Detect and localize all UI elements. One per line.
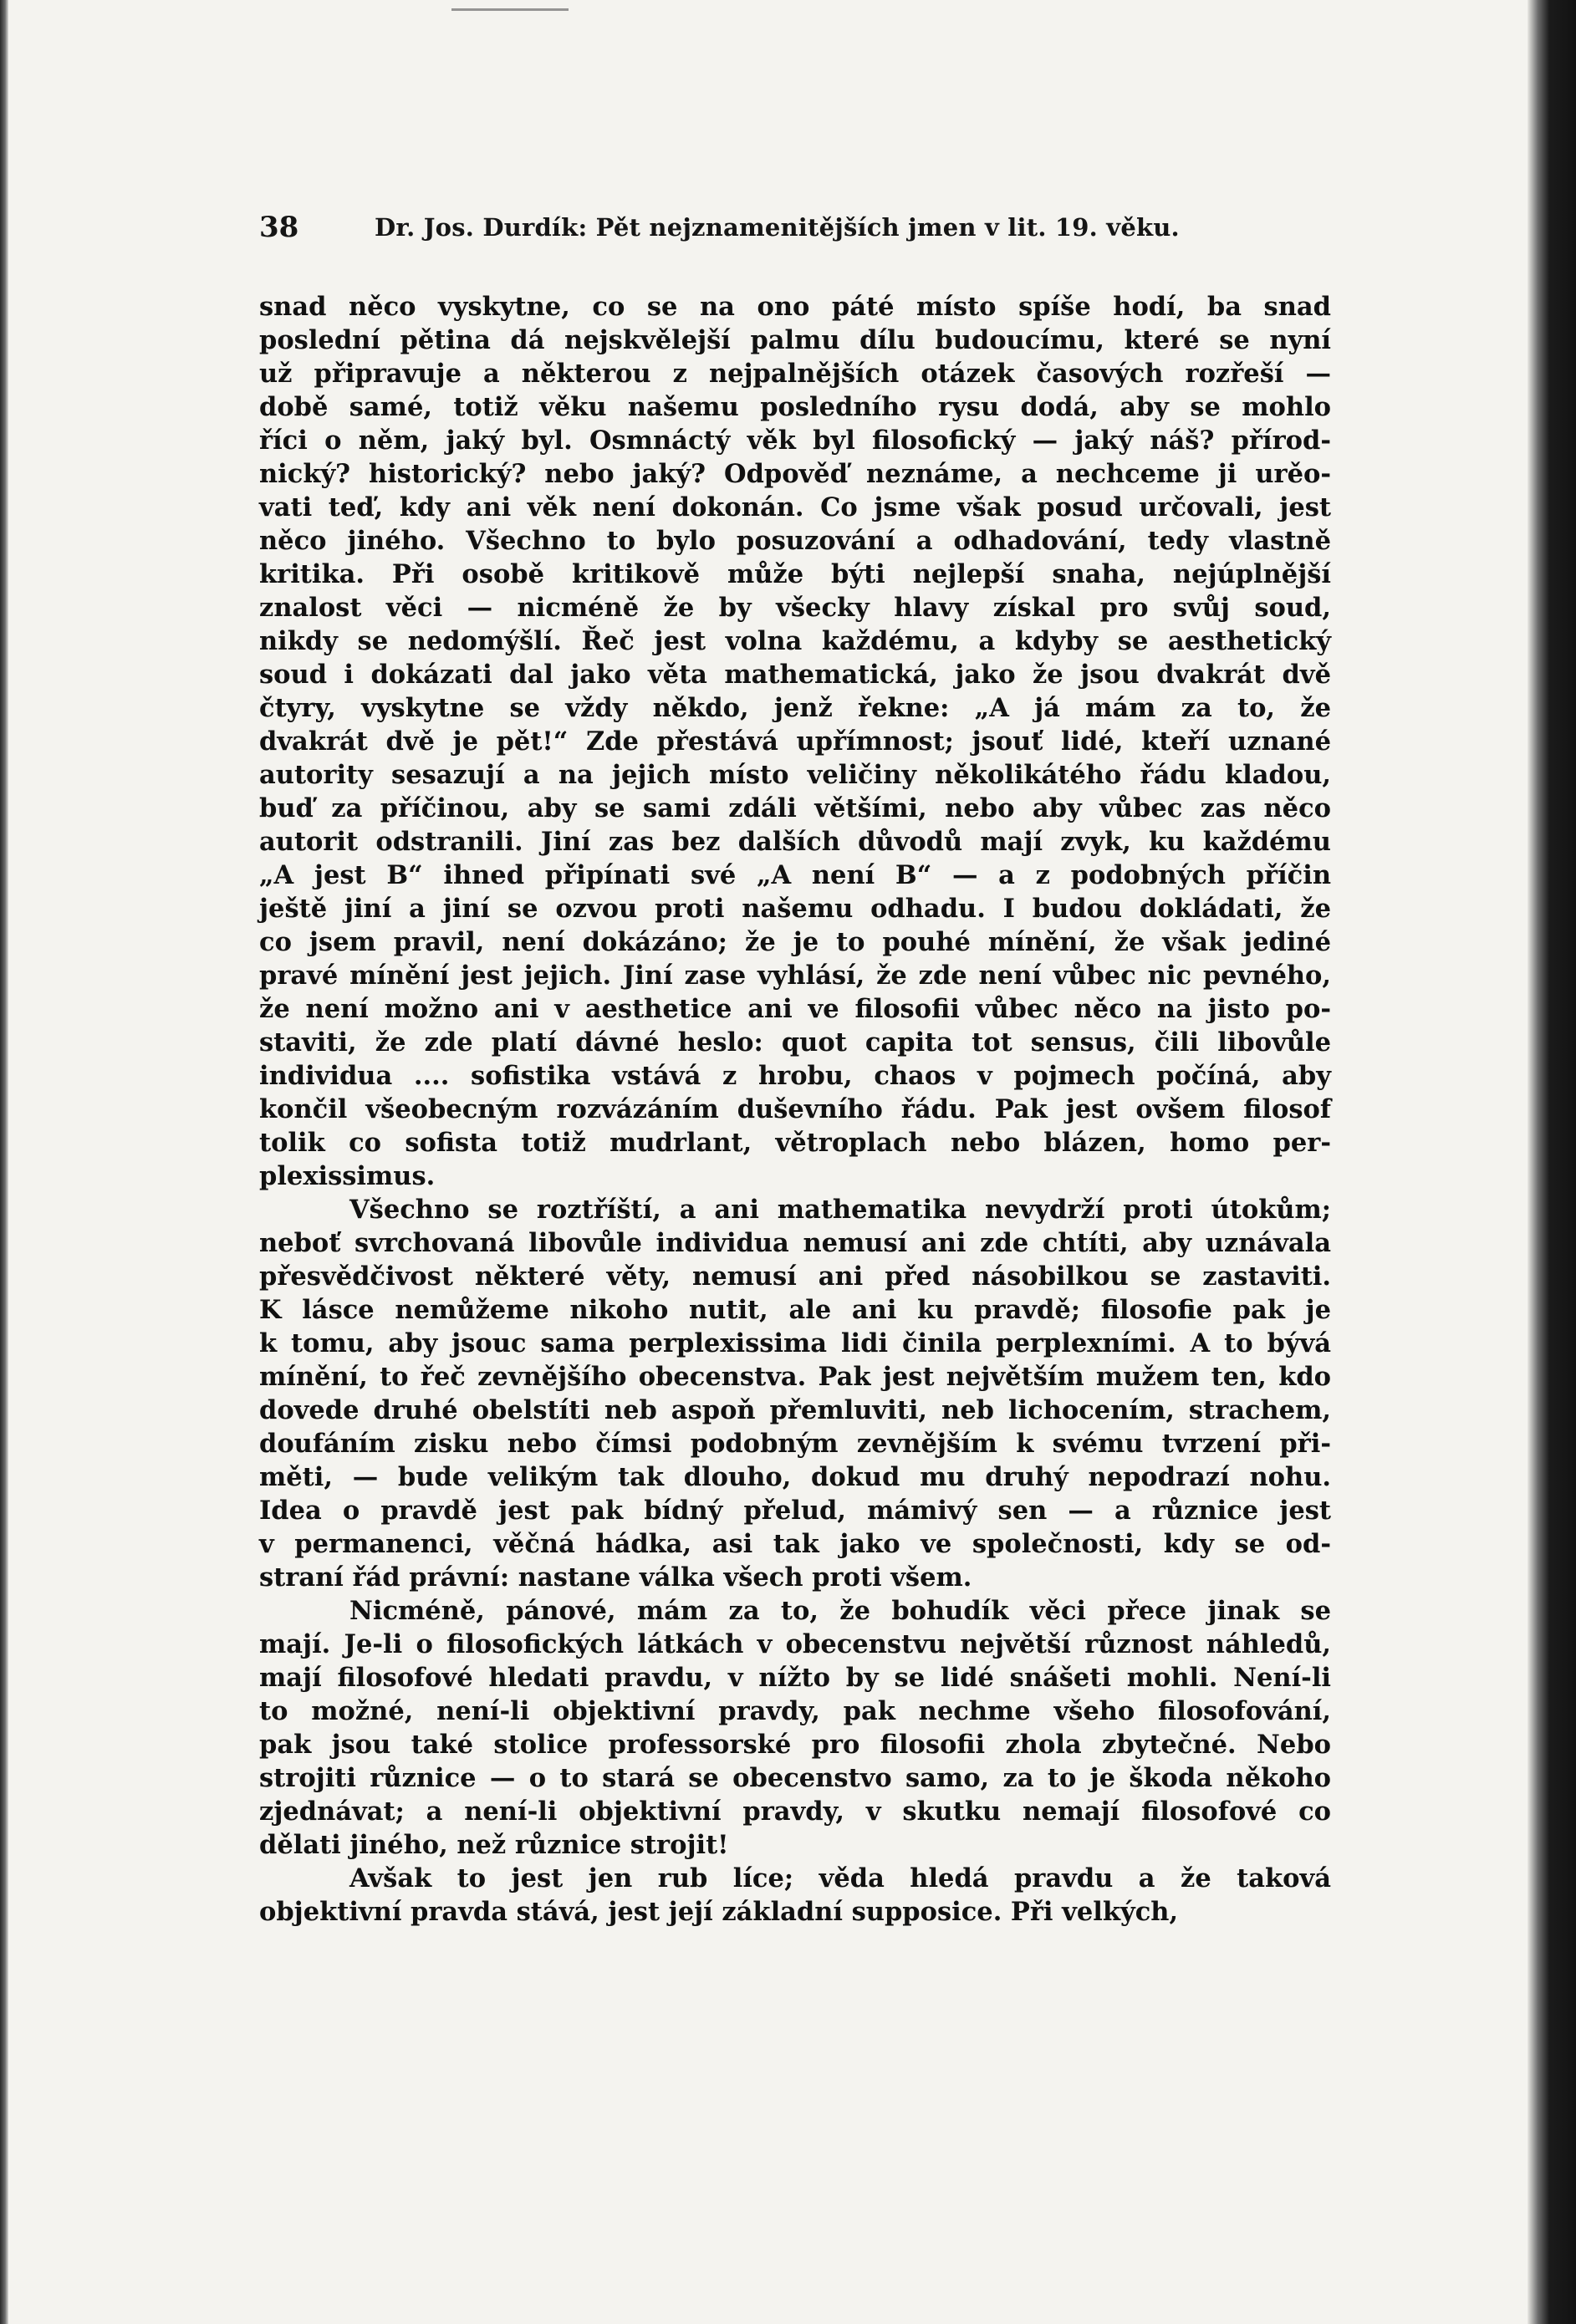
page-header [259, 211, 1329, 244]
text-line: individua .... sofistika vstává z hrobu, chaos v pojmech počíná, aby [259, 1061, 1331, 1091]
text-line: to možné, není-li objektivní pravdy, pak nechme všeho filosofování, [259, 1696, 1331, 1726]
text-line: tolik co sofista totiž mudrlant, větroplach nebo blázen, homo per- [259, 1128, 1331, 1158]
text-line: autorit odstranili. Jiní zas bez dalších důvodů mají zvyk, ku každému [259, 827, 1331, 857]
text-line: zjednávat; a není-li objektivní pravdy, v skutku nemají filosofové co [259, 1797, 1331, 1827]
text-line: vati teď, kdy ani věk není dokonán. Co jsme však posud určovali, jest [259, 492, 1331, 522]
text-line: neboť svrchovaná libovůle individua nemusí ani zde chtíti, aby uznávala [259, 1228, 1331, 1258]
text-line: doufáním zisku nebo čímsi podobným zevnějším k svému tvrzení při- [259, 1429, 1331, 1459]
text-line: autority sesazují a na jejich místo veličiny několikátého řádu kladou, [259, 760, 1331, 790]
text-line: měti, — bude velikým tak dlouho, dokud mu druhý nepodrazí nohu. [259, 1462, 1331, 1492]
book-binding-shadow [1528, 0, 1576, 2324]
top-scan-mark [451, 8, 569, 11]
text-line: něco jiného. Všechno to bylo posuzování a odhadování, tedy vlastně [259, 526, 1331, 556]
text-line: k tomu, aby jsouc sama perplexissima lidi činila perplexními. A to bývá [259, 1328, 1331, 1358]
paragraph [259, 1193, 1331, 1594]
text-line: kritika. Při osobě kritikově může býti nejlepší snaha, nejúplnější [259, 559, 1331, 589]
text-line: straní řád právní: nastane válka všech proti všem. [259, 1562, 972, 1593]
text-line: době samé, totiž věku našemu posledního rysu dodá, aby se mohlo [259, 392, 1331, 422]
text-line: pravé mínění jest jejich. Jiní zase vyhlásí, že zde není vůbec nic pevného, [259, 961, 1331, 991]
text-line: už připravuje a některou z nejpalnějších otázek časových rozřeší — [259, 359, 1331, 389]
text-line: plexissimus. [259, 1161, 436, 1191]
text-line: poslední pětina dá nejskvělejší palmu dílu budoucímu, které se nyní [259, 325, 1331, 355]
text-line: co jsem pravil, není dokázáno; že je to pouhé mínění, že však jediné [259, 927, 1331, 957]
text-line: „A jest B“ ihned připínati své „A není B“ — a z podobných příčin [259, 860, 1331, 890]
text-line: mínění, to řeč zevnějšího obecenstva. Pak jest největším mužem ten, kdo [259, 1362, 1331, 1392]
text-line: Idea o pravdě jest pak bídný přelud, mámivý sen — a různice jest [259, 1496, 1331, 1526]
text-line: přesvědčivost některé věty, nemusí ani před násobilkou se zastaviti. [259, 1261, 1331, 1292]
text-line: Všechno se roztříští, a ani mathematika nevydrží proti útokům; [349, 1195, 1331, 1225]
text-line: mají. Je-li o filosofických látkách v obecenstvu největší různost náhledů, [259, 1629, 1331, 1659]
text-line: Nicméně, pánové, mám za to, že bohudík věci přece jinak se [349, 1596, 1331, 1626]
text-line: nikdy se nedomýšlí. Řeč jest volna každému, a kdyby se aesthetický [259, 626, 1331, 656]
text-line: dělati jiného, než různice strojit! [259, 1830, 729, 1860]
text-line: říci o něm, jaký byl. Osmnáctý věk byl filosofický — jaký náš? přírod- [259, 426, 1331, 456]
text-line: Avšak to jest jen rub líce; věda hledá pravdu a že taková [349, 1863, 1331, 1893]
text-line: K lásce nemůžeme nikoho nutit, ale ani ku pravdě; filosofie pak je [259, 1295, 1331, 1325]
text-line: v permanenci, věčná hádka, asi tak jako ve společnosti, kdy se od- [259, 1529, 1331, 1559]
text-line: nický? historický? nebo jaký? Odpověď neznáme, a nechceme ji urěo- [259, 459, 1331, 489]
text-line: dovede druhé obelstíti neb aspoň přemluviti, neb lichocením, strachem, [259, 1395, 1331, 1425]
text-line: snad něco vyskytne, co se na ono páté místo spíše hodí, ba snad [259, 292, 1331, 322]
text-line: mají filosofové hledati pravdu, v nížto by se lidé snášeti mohli. Není-li [259, 1663, 1331, 1693]
text-line: soud i dokázati dal jako věta mathematická, jako že jsou dvakrát dvě [259, 660, 1331, 690]
text-line: pak jsou také stolice professorské pro filosofii zhola zbytečné. Nebo [259, 1730, 1331, 1760]
text-line: staviti, že zde platí dávné heslo: quot capita tot sensus, čili libovůle [259, 1027, 1331, 1058]
paragraph [259, 1594, 1331, 1862]
text-line: strojiti různice — o to stará se obecenstvo samo, za to je škoda někoho [259, 1763, 1331, 1793]
text-line: že není možno ani v aesthetice ani ve filosofii vůbec něco na jisto po- [259, 994, 1331, 1024]
text-line: dvakrát dvě je pět!“ Zde přestává upřímnost; jsouť lidé, kteří uznané [259, 726, 1331, 757]
page-number: 38 [259, 211, 299, 244]
paragraph [259, 1862, 1331, 1929]
text-line: čtyry, vyskytne se vždy někdo, jenž řekne: „A já mám za to, že [259, 693, 1331, 723]
text-line: buď za příčinou, aby se sami zdáli většími, nebo aby vůbec zas něco [259, 793, 1331, 823]
text-line: objektivní pravda stává, jest její základní supposice. Při velkých, [259, 1897, 1179, 1927]
body-text [259, 290, 1331, 1929]
text-line: znalost věci — nicméně že by všecky hlavy získal pro svůj soud, [259, 593, 1331, 623]
page-left-edge-shadow [0, 0, 8, 2324]
text-line: končil všeobecným rozvázáním duševního řádu. Pak jest ovšem filosof [259, 1094, 1331, 1124]
paragraph [259, 290, 1331, 1193]
text-line: ještě jiní a jiní se ozvou proti našemu odhadu. I budou dokládati, že [259, 894, 1331, 924]
running-head: Dr. Jos. Durdík: Pět nejznamenitějších jmen v lit. 19. věku. [375, 213, 1180, 242]
